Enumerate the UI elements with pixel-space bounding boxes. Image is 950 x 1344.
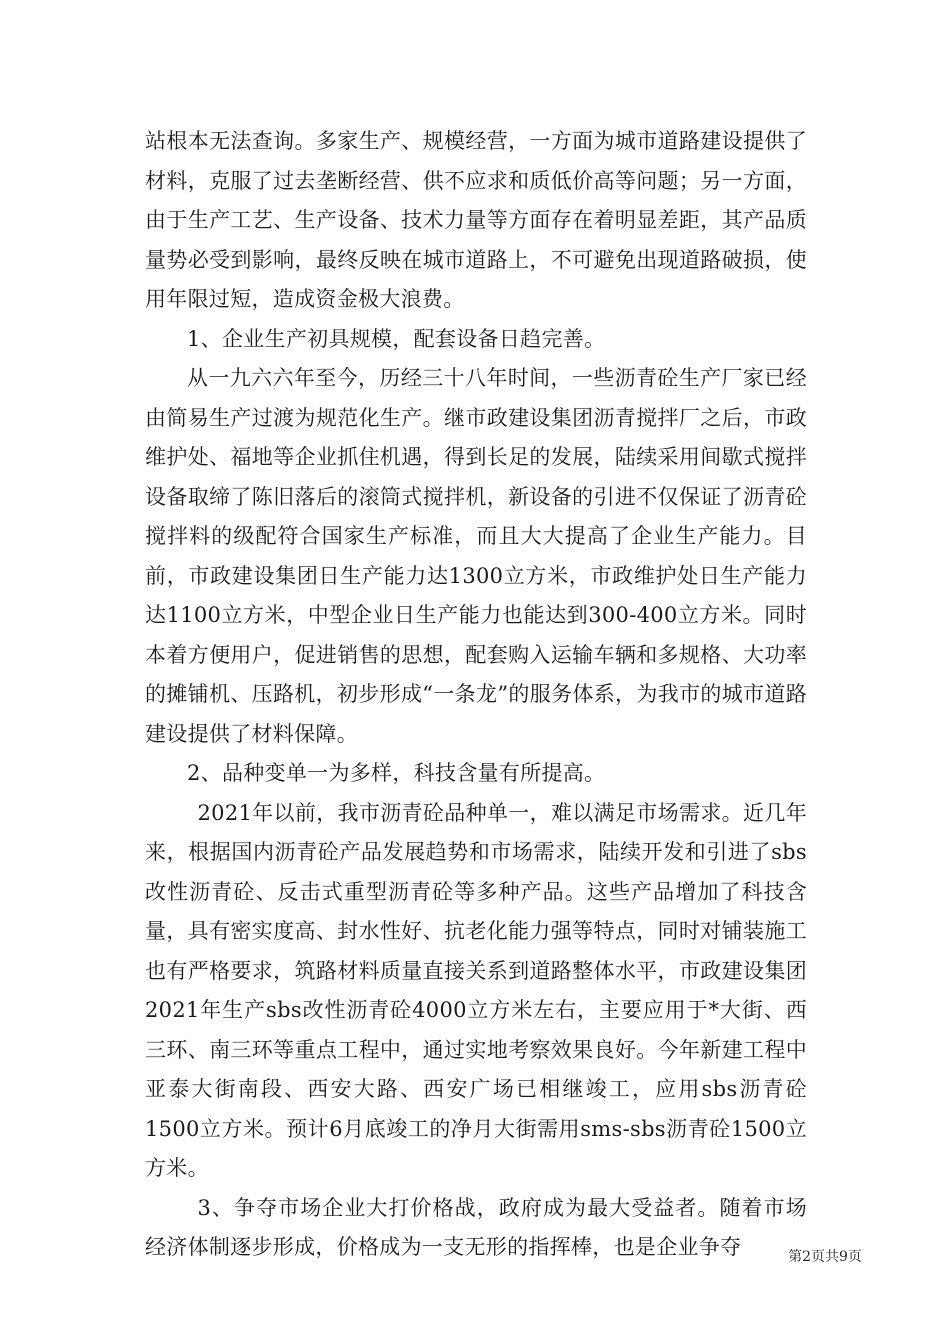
page-footer: [0, 1246, 950, 1266]
page-number: 第2页共9页: [788, 1249, 862, 1265]
section-heading-1: 1、企业生产初具规模，配套设备日趋完善。: [187, 326, 606, 351]
section-heading-2: 2、品种变单一为多样，科技含量有所提高。: [187, 761, 606, 785]
paragraph-section-1: 从一九六六年至今，历经三十八年时间，一些沥青砼生产厂家已经由简易生产过渡为规范化生产。继市政建设集团沥青搅拌厂之后，市政维护处、福地等企业抓住机遇，得到长足的发展，陆续采用间歇式搅拌设备取缔了陈旧落后的滚筒式搅拌机，新设备的引进不仅保证了沥青砼搅拌料的级配符合国家生产标准，而且大大提高了企业生产能力。目前，市政建设集团日生产能力达1300立方米，市政维护处日生产能力达1100立方米，中型企业日生产能力也能达到300-400立方米。同时本着方便用户，促进销售的思想，配套购入运输车辆和多规格、大功率的摊铺机、压路机，初步形成“一条龙”的服务体系，为我市的城市道路建设提供了材料保障。: [145, 366, 807, 746]
paragraph-section-2: 2021年以前，我市沥青砼品种单一，难以满足市场需求。近几年来，根据国内沥青砼产品发展趋势和市场需求，陆续开发和引进了sbs改性沥青砼、反击式重型沥青砼等多种产品。这些产品增加了科技含量，具有密实度高、封水性好、抗老化能力强等特点，同时对铺装施工也有严格要求，筑路材料质量直接关系到道路整体水平，市政建设集团2021年生产sbs改性沥青砼4000立方米左右，主要应用于*大街、西三环、南三环等重点工程中，通过实地考察效果良好。今年新建工程中亚泰大街南段、西安大路、西安广场已相继竣工，应用sbs沥青砼1500立方米。预计6月底竣工的净月大街需用sms-sbs沥青砼1500立方米。: [145, 800, 807, 1180]
paragraph-section-3: 3、争夺市场企业大打价格战，政府成为最大受益者。随着市场经济体制逐步形成，价格成为一支无形的指挥棒，也是企业争夺: [145, 1195, 807, 1259]
paragraph-continuation: 站根本无法查询。多家生产、规模经营，一方面为城市道路建设提供了材料，克服了过去垄断经营、供不应求和质低价高等问题；另一方面，由于生产工艺、生产设备、技术力量等方面存在着明显差距，其产品质量势必受到影响，最终反映在城市道路上，不可避免出现道路破损，使用年限过短，造成资金极大浪费。: [145, 129, 807, 311]
document-page: [145, 122, 807, 1268]
